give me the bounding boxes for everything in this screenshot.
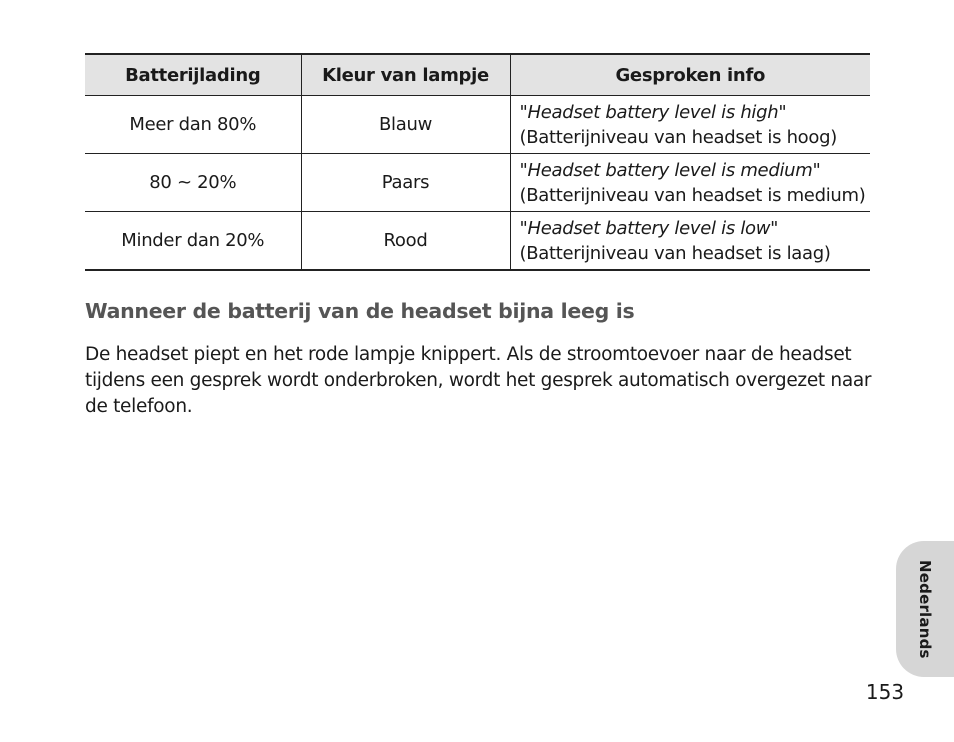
spoken-info-cell (510, 212, 870, 271)
section-heading: Wanneer de batterij van de headset bijna leeg is (85, 299, 635, 323)
page-number: 153 (865, 680, 905, 704)
table-header-row (85, 54, 870, 96)
battery-level-cell: Meer dan 80% (85, 96, 301, 154)
table-row (85, 212, 870, 271)
light-color-cell: Paars (301, 154, 510, 212)
spoken-message-translation: (Batterijniveau van headset is medium) (519, 184, 866, 206)
spoken-message: "Headset battery level is low" (519, 217, 779, 239)
header-battery-level: Batterijlading (85, 54, 301, 96)
spoken-info-cell (510, 96, 870, 154)
section-body-text: De headset piept en het rode lampje knippert. Als de stroomtoevoer naar de headset tijdens een gesprek wordt onderbroken, wordt het gesprek automatisch overgezet naar de telefoon. (85, 344, 872, 417)
header-light-color: Kleur van lampje (301, 54, 510, 96)
spoken-message: "Headset battery level is medium" (519, 159, 821, 181)
table-row (85, 96, 870, 154)
language-tab-label: Nederlands (916, 559, 934, 659)
battery-level-cell: Minder dan 20% (85, 212, 301, 271)
spoken-message-translation: (Batterijniveau van headset is hoog) (519, 126, 837, 148)
table-row (85, 154, 870, 212)
battery-level-cell: 80 ~ 20% (85, 154, 301, 212)
light-color-cell: Rood (301, 212, 510, 271)
spoken-message: "Headset battery level is high" (519, 101, 787, 123)
light-color-cell: Blauw (301, 96, 510, 154)
language-tab (896, 541, 954, 677)
spoken-message-translation: (Batterijniveau van headset is laag) (519, 242, 831, 264)
spoken-info-cell (510, 154, 870, 212)
header-spoken-info: Gesproken info (510, 54, 870, 96)
battery-status-table (85, 53, 870, 271)
